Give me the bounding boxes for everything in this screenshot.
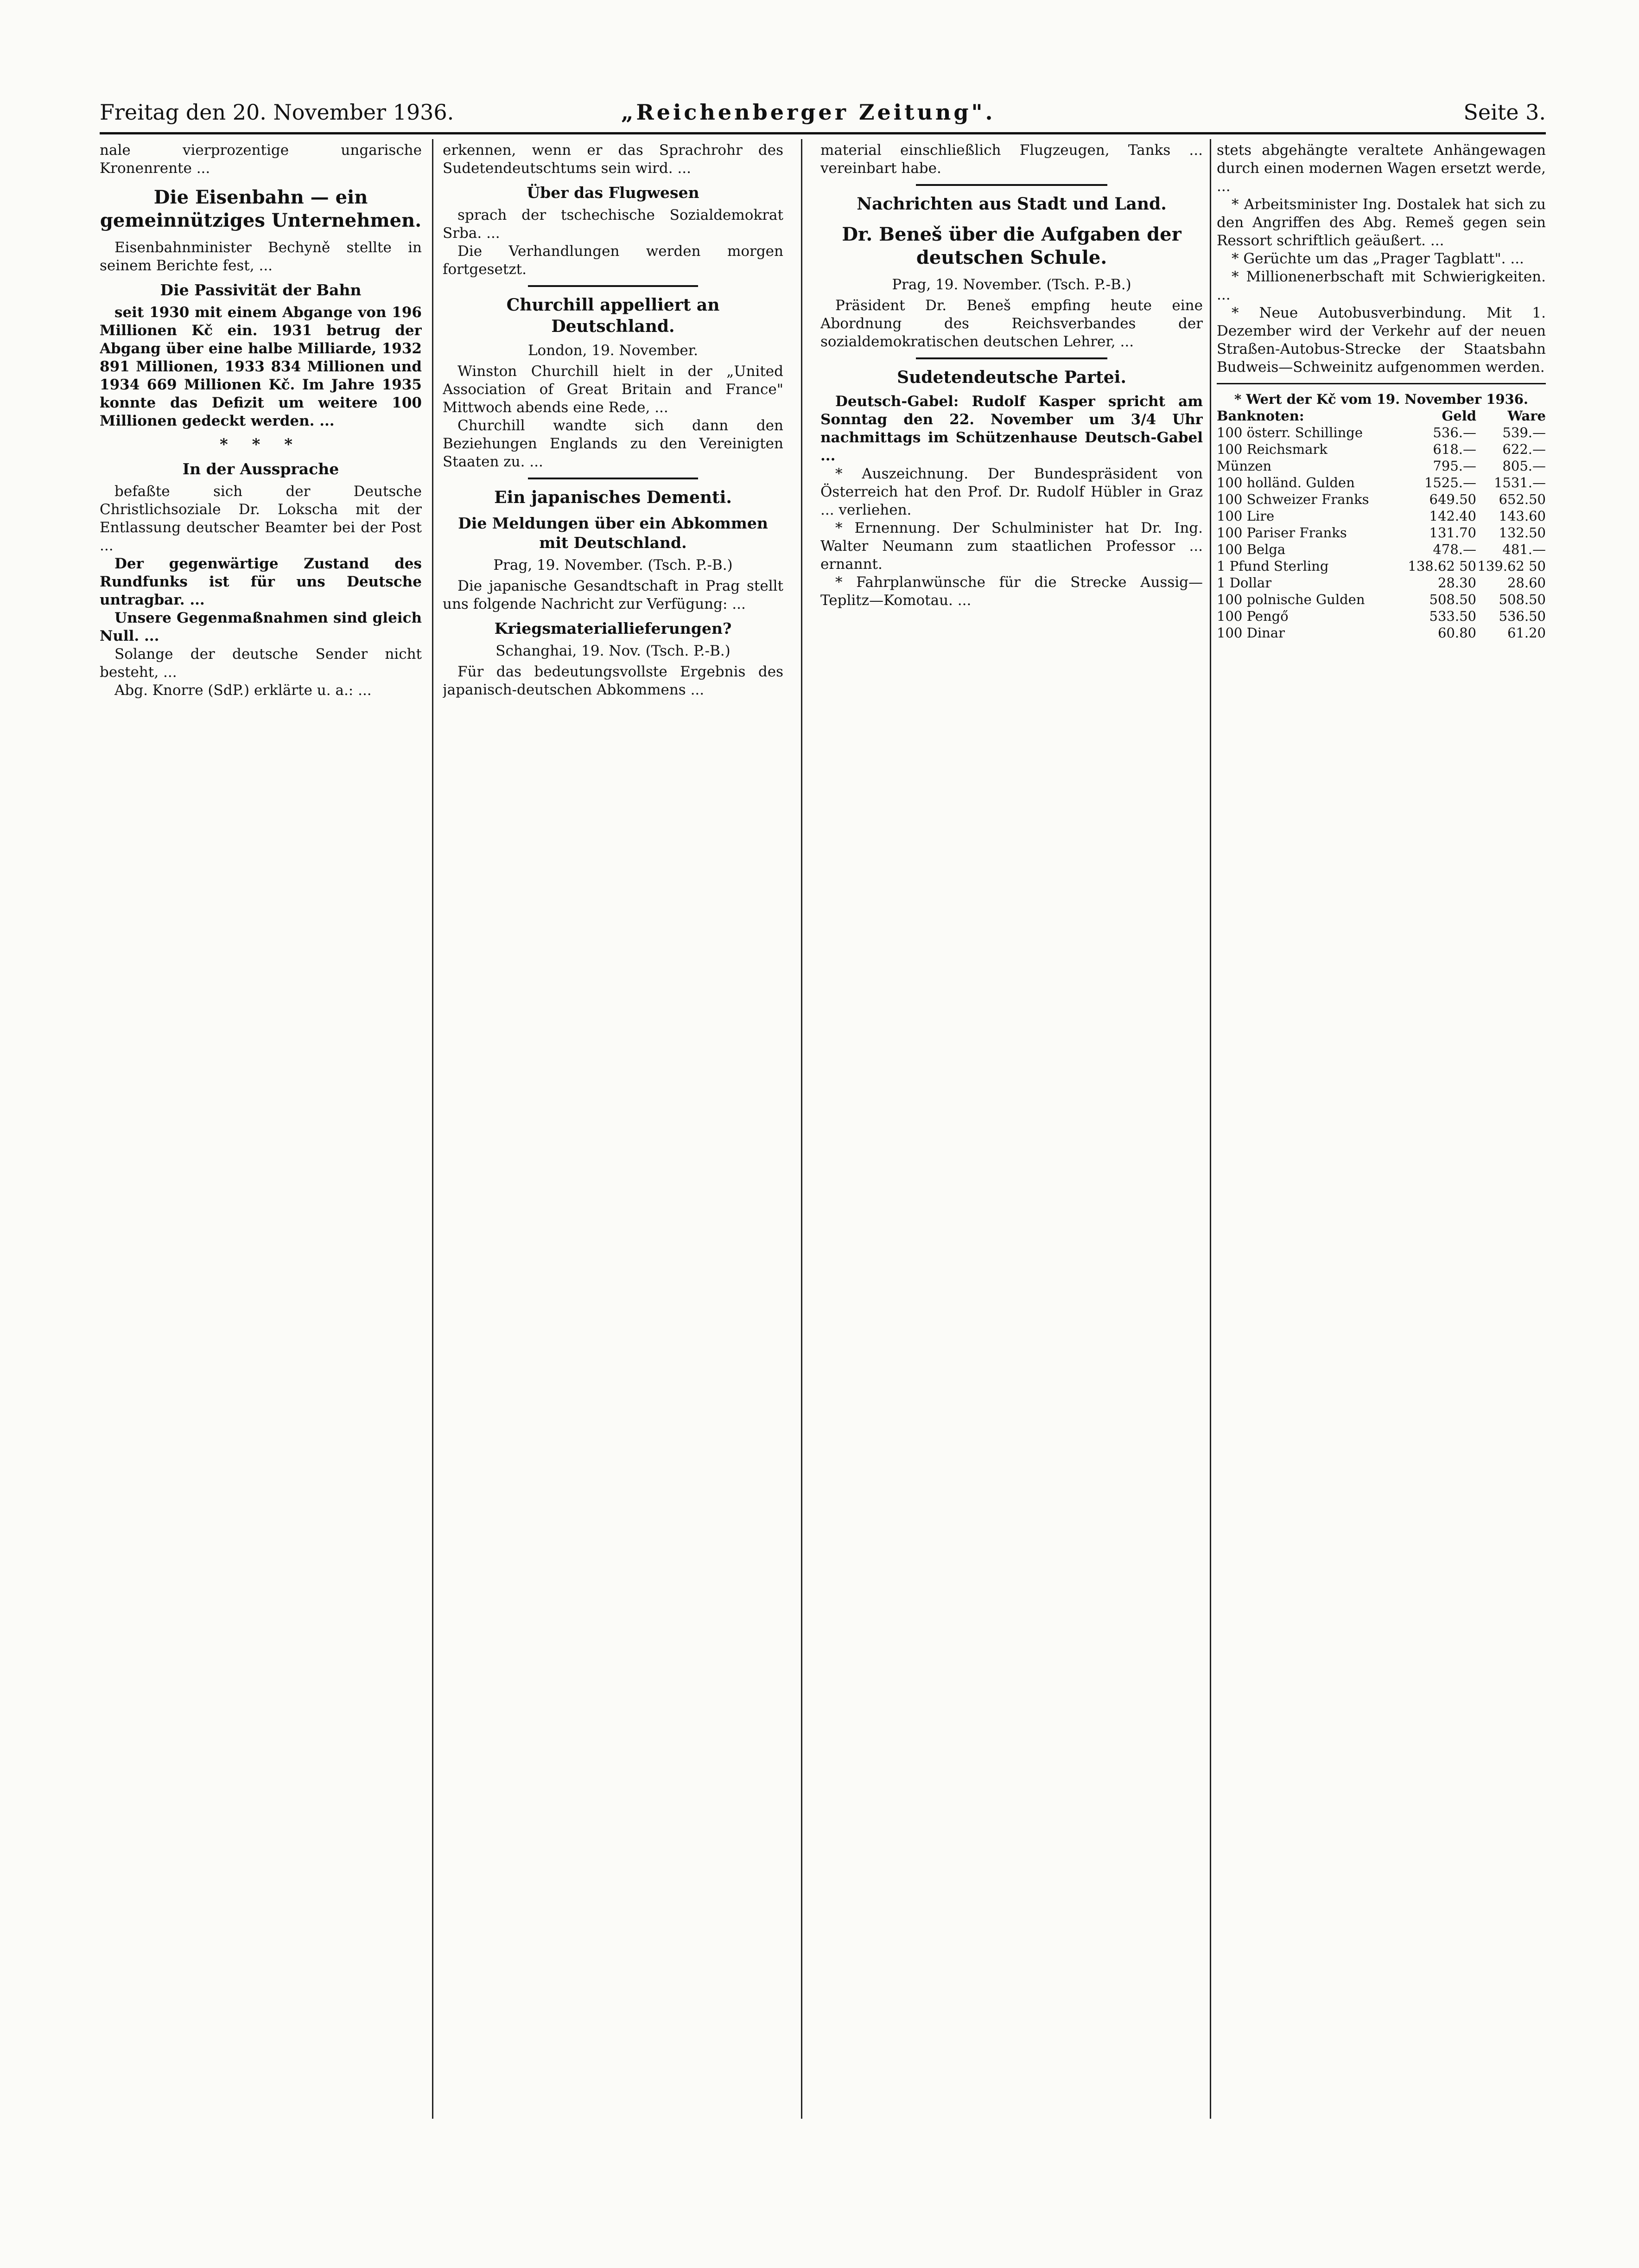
- page-header: [100, 100, 1546, 127]
- table-row: [1217, 508, 1546, 524]
- header-banknoten: Banknoten:: [1217, 408, 1304, 424]
- newspaper-title: „Reichenberger Zeitung".: [621, 100, 996, 125]
- ware-value: 132.50: [1499, 525, 1546, 541]
- ware-value: 508.50: [1499, 592, 1546, 607]
- currency-name: 100 Schweizer Franks: [1217, 491, 1369, 507]
- geld-value: 478.—: [1433, 542, 1476, 557]
- article-text: Solange der deutsche Sender nicht besteht, ...: [100, 646, 422, 681]
- article-text: nale vierprozentige ungarische Kronenrente ...: [100, 142, 422, 177]
- section-divider: [528, 285, 699, 287]
- article-text: * Fahrplanwünsche für die Strecke Aussig—Teplitz—Komotau. ...: [820, 574, 1203, 609]
- geld-value: 508.50: [1429, 592, 1476, 607]
- header-ware: Ware: [1507, 408, 1546, 424]
- article-text: * Neue Autobusverbindung. Mit 1. Dezember wird der Verkehr auf der neuen Straßen-Autobus-Strecke der Staatsbahn Budweis—Schweinitz aufgenommen werden.: [1217, 305, 1546, 376]
- headline-dementi: Ein japanisches Dementi.: [494, 488, 732, 507]
- currency-name: Münzen: [1217, 458, 1272, 474]
- article-text: Churchill wandte sich dann den Beziehungen Englands zu den Vereinigten Staaten zu. ...: [443, 417, 783, 470]
- column-2: [443, 141, 783, 2116]
- currency-name: 100 österr. Schillinge: [1217, 425, 1363, 440]
- article-text: material einschließlich Flugzeugen, Tanks ... vereinbart habe.: [820, 142, 1203, 177]
- section-divider: [916, 184, 1107, 186]
- column-rule-2: [801, 139, 802, 2119]
- table-row: [1217, 424, 1546, 441]
- currency-name: 100 polnische Gulden: [1217, 592, 1365, 607]
- subheading-aussprache: In der Aussprache: [182, 460, 339, 478]
- ware-value: 139.62 50: [1477, 558, 1546, 574]
- section-divider: [528, 478, 699, 479]
- headline-sdp: Sudetendeutsche Partei.: [897, 368, 1126, 387]
- dateline: London, 19. November.: [527, 342, 699, 359]
- ware-value: 805.—: [1502, 458, 1546, 474]
- page-number: Seite 3.: [1463, 100, 1546, 125]
- article-text: Präsident Dr. Beneš empfing heute eine Abordnung des Reichsverbandes der sozialdemokratischen deutschen Lehrer, ...: [820, 297, 1203, 350]
- table-row: [1217, 474, 1546, 491]
- table-row: [1217, 524, 1546, 541]
- headline-churchill: Churchill appelliert an Deutschland.: [506, 295, 720, 336]
- article-text: * Millionenerbschaft mit Schwierigkeiten. ...: [1217, 268, 1546, 303]
- article-text: Die Verhandlungen werden morgen fortgesetzt.: [443, 243, 783, 278]
- article-text: * Arbeitsminister Ing. Dostalek hat sich zu den Angriffen des Abg. Remeš gegen sein Ressort schriftlich geäußert. ...: [1217, 196, 1546, 249]
- ware-value: 536.50: [1499, 608, 1546, 624]
- table-row: [1217, 624, 1546, 641]
- article-text: sprach der tschechische Sozialdemokrat Srba. ...: [443, 207, 783, 242]
- table-row: [1217, 574, 1546, 591]
- geld-value: 795.—: [1433, 458, 1476, 474]
- currency-name: 1 Dollar: [1217, 575, 1272, 591]
- exchange-rate-rows: [1217, 424, 1546, 641]
- ware-value: 481.—: [1502, 542, 1546, 557]
- article-text: Abg. Knorre (SdP.) erklärte u. a.: ...: [114, 682, 372, 699]
- column-4: [1217, 141, 1546, 2116]
- article-text: Deutsch-Gabel: Rudolf Kasper spricht am Sonntag den 22. November um 3/4 Uhr nachmittags im Schützenhause Deutsch-Gabel ...: [820, 393, 1203, 464]
- currency-name: 100 Pengő: [1217, 608, 1289, 624]
- header-rule: [100, 132, 1546, 134]
- ware-value: 1531.—: [1493, 475, 1546, 491]
- column-rule-1: [432, 139, 433, 2119]
- article-text: Die japanische Gesandtschaft in Prag stellt uns folgende Nachricht zur Verfügung: ...: [443, 578, 783, 612]
- article-text: erkennen, wenn er das Sprachrohr des Sudetendeutschtums sein wird. ...: [443, 142, 783, 177]
- currency-name: 100 holländ. Gulden: [1217, 475, 1355, 491]
- subheading-kriegsmaterial: Kriegsmateriallieferungen?: [494, 619, 732, 637]
- table-row: [1217, 608, 1546, 624]
- geld-value: 536.—: [1433, 425, 1476, 440]
- currency-name: 1 Pfund Sterling: [1217, 558, 1329, 574]
- geld-value: 131.70: [1429, 525, 1476, 541]
- headline-benes: Dr. Beneš über die Aufgaben der deutschen Schule.: [842, 223, 1182, 268]
- geld-value: 142.40: [1429, 508, 1476, 524]
- article-text: Winston Churchill hielt in der „United Association of Great Britain and France" Mittwoch abends eine Rede, ...: [443, 363, 783, 416]
- ware-value: 652.50: [1499, 491, 1546, 507]
- header-date: Freitag den 20. November 1936.: [100, 100, 454, 125]
- currency-name: 100 Dinar: [1217, 625, 1285, 641]
- geld-value: 618.—: [1433, 441, 1476, 457]
- dateline: Prag, 19. November. (Tsch. P.-B.): [493, 557, 733, 573]
- column-rule-3: [1210, 139, 1211, 2119]
- table-row: [1217, 458, 1546, 474]
- currency-name: 100 Reichsmark: [1217, 441, 1328, 457]
- headline-stadt-land: Nachrichten aus Stadt und Land.: [857, 194, 1167, 214]
- article-text: stets abgehängte veraltete Anhängewagen durch einen modernen Wagen ersetzt werde, ...: [1217, 142, 1546, 195]
- section-divider: [916, 357, 1107, 359]
- article-text: Eisenbahnminister Bechyně stellte in seinem Berichte fest, ...: [100, 239, 422, 274]
- currency-name: 100 Lire: [1217, 508, 1275, 524]
- ware-value: 539.—: [1502, 425, 1546, 440]
- exchange-rate-table: [1217, 391, 1546, 641]
- article-text: * Gerüchte um das „Prager Tagblatt". ...: [1232, 250, 1524, 267]
- geld-value: 60.80: [1437, 625, 1476, 641]
- subheading-dementi: Die Meldungen über ein Abkommen mit Deutschland.: [458, 514, 768, 552]
- article-text: befaßte sich der Deutsche Christlichsoziale Dr. Lokscha mit der Entlassung deutscher Beamter bei der Post ...: [100, 483, 422, 554]
- header-geld: Geld: [1442, 408, 1476, 424]
- table-row: [1217, 541, 1546, 558]
- headline-eisenbahn: Die Eisenbahn — ein gemeinnütziges Unternehmen.: [100, 186, 422, 231]
- geld-value: 28.30: [1437, 575, 1476, 591]
- geld-value: 138.62 50: [1408, 558, 1476, 574]
- article-text: Unsere Gegenmaßnahmen sind gleich Null. ...: [100, 610, 422, 644]
- ware-value: 143.60: [1499, 508, 1546, 524]
- section-divider: * * *: [219, 435, 302, 454]
- subheading-flugwesen: Über das Flugwesen: [527, 184, 699, 202]
- ware-value: 622.—: [1502, 441, 1546, 457]
- currency-name: 100 Pariser Franks: [1217, 525, 1347, 541]
- column-1: [100, 141, 422, 2116]
- table-row: [1217, 591, 1546, 608]
- column-3: [820, 141, 1203, 2116]
- dateline: Prag, 19. November. (Tsch. P.-B.): [892, 276, 1131, 293]
- article-text: Der gegenwärtige Zustand des Rundfunks ist für uns Deutsche untragbar. ...: [100, 555, 422, 608]
- currency-name: 100 Belga: [1217, 542, 1286, 557]
- ware-value: 28.60: [1507, 575, 1546, 591]
- exchange-rate-title: * Wert der Kč vom 19. November 1936.: [1234, 391, 1529, 407]
- table-row: [1217, 558, 1546, 574]
- section-divider: [1217, 383, 1546, 384]
- exchange-rate-header: [1217, 408, 1546, 424]
- dateline: Schanghai, 19. Nov. (Tsch. P.-B.): [496, 643, 731, 659]
- geld-value: 533.50: [1429, 608, 1476, 624]
- ware-value: 61.20: [1507, 625, 1546, 641]
- subheading-passivitaet: Die Passivität der Bahn: [160, 281, 362, 299]
- article-text: Für das bedeutungsvollste Ergebnis des japanisch-deutschen Abkommens ...: [443, 663, 783, 698]
- geld-value: 649.50: [1429, 491, 1476, 507]
- article-text: * Auszeichnung. Der Bundespräsident von Österreich hat den Prof. Dr. Rudolf Hübler in Graz ... verliehen.: [820, 465, 1203, 518]
- table-row: [1217, 441, 1546, 458]
- article-text: seit 1930 mit einem Abgange von 196 Millionen Kč ein. 1931 betrug der Abgang über eine halbe Milliarde, 1932 891 Millionen, 1933 834 Millionen und 1934 669 Millionen Kč. Im Jahre 1935 konnte das Defizit um weitere 100 Millionen gedeckt werden. ...: [100, 304, 422, 429]
- article-text: * Ernennung. Der Schulminister hat Dr. Ing. Walter Neumann zum staatlichen Professor ... ernannt.: [820, 520, 1203, 573]
- geld-value: 1525.—: [1424, 475, 1476, 491]
- table-row: [1217, 491, 1546, 508]
